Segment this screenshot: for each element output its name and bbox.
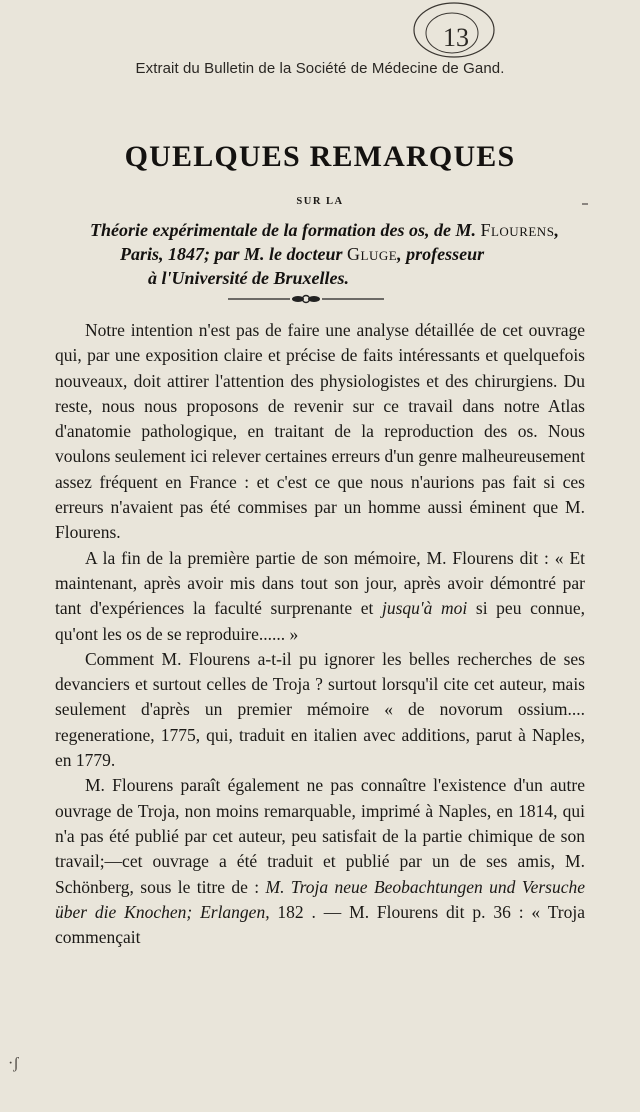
document-title: QUELQUES REMARQUES xyxy=(124,140,516,173)
paragraph-1: Notre intention n'est pas de faire une analyse détaillée de cet ouvrage qui, par une exposition claire et précise de faits intéressants et quelquefois nouveaux, doit attirer l'attention des physiologistes et des chirurgiens. Du reste, nous nous proposons de revenir sur ce travail dans notre Atlas d'anatomie pathologique, en traitant de la reproduction des os. Nous voulons seulement ici relever certaines erreurs d'un genre malheureusement assez fréquent en France : et c'est ce que nous n'aurions pas fait si ces erreurs n'avaient pas été commises par un homme aussi éminent que M. Flourens. xyxy=(55,320,585,543)
article-body xyxy=(55,318,585,950)
author-flourens: Flourens xyxy=(480,220,555,240)
paragraph-4: M. Flourens paraît également ne pas connaître l'existence d'un autre ouvrage de Troja, non moins remarquable, imprimé à Naples, en 1814, qui n'a pas été publié par cet auteur, peu satisfait de la partie chimique de son travail;—cet ouvrage a été traduit et publié par un de ses amis, M. Schönberg, sous le titre de : M. Troja neue Beobachtungen und Versuche über die Knochen; Erlangen, 182 . — M. Flourens dit p. 36 : « Troja commençait xyxy=(55,775,585,948)
stamp-number: 13 xyxy=(443,23,469,52)
margin-tick xyxy=(582,203,588,205)
reviewed-work-title xyxy=(90,218,590,290)
paragraph-2: A la fin de la première partie de son mémoire, M. Flourens dit : « Et maintenant, après avoir mis dans tout son jour, après avoir démontré par tant d'expériences la faculté surprenante et jusqu'à moi si peu connue, qu'ont les os de se reproduire...... » xyxy=(55,547,585,644)
source-line: Extrait du Bulletin de la Société de Médecine de Gand. xyxy=(135,60,505,77)
typographic-rule-ornament xyxy=(228,294,384,304)
document-subtitle: SUR LA xyxy=(296,196,344,207)
work-title-line-1: Théorie expérimentale de la formation des os, de M. Flourens, xyxy=(90,220,559,240)
margin-annotation: ·ʃ xyxy=(8,1055,19,1072)
work-title-line-3: à l'Université de Bruxelles. xyxy=(148,268,349,288)
paragraph-3: Comment M. Flourens a-t-il pu ignorer les belles recherches de ses devanciers et surtout celles de Troja ? surtout lorsqu'il cite cet auteur, mais seulement d'après un premier mémoire « de novorum ossium.... regeneratione, 1775, qui, traduit en italien avec additions, parut à Naples, en 1779. xyxy=(55,648,585,771)
library-stamp-icon xyxy=(396,0,506,64)
author-gluge: Gluge xyxy=(347,244,398,264)
work-title-line-2: Paris, 1847; par M. le docteur Gluge, professeur xyxy=(120,244,485,264)
